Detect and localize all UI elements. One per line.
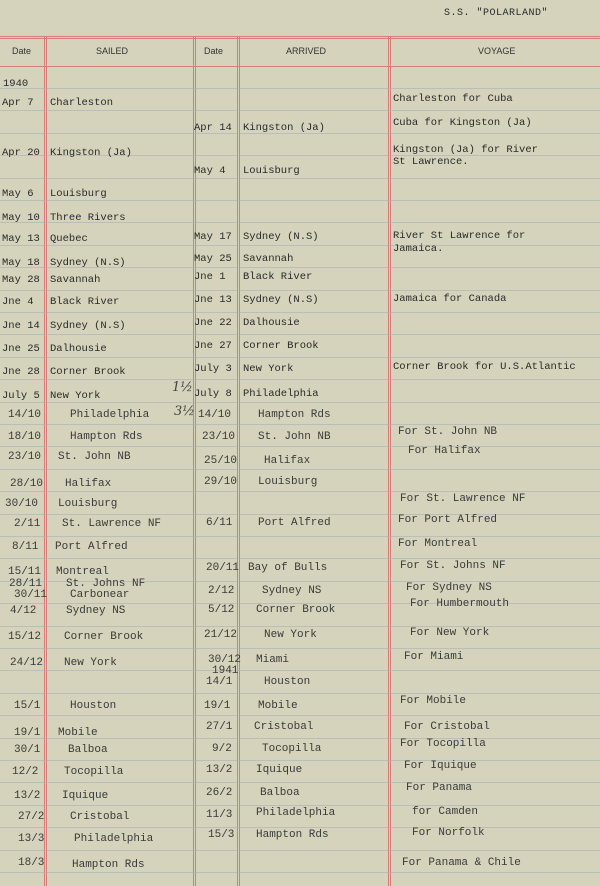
ruled-line [0, 782, 600, 783]
sailed-place: New York [64, 657, 117, 669]
sailed-date: 30/10 [5, 498, 39, 510]
margin-note: 1½ [172, 380, 193, 395]
sailed-place: Black River [50, 296, 120, 308]
voyage-note: For Halifax [408, 445, 481, 457]
sailed-date: Apr 20 [2, 147, 40, 159]
sailed-date: 8/11 [12, 541, 39, 553]
voyage-note: For St. Johns NF [400, 560, 506, 572]
sailed-place: Philadelphia [74, 833, 154, 845]
arrived-place: Louisburg [258, 476, 318, 488]
sailed-date: May 13 [2, 233, 40, 245]
voyage-note: St Lawrence. [393, 156, 469, 168]
arrived-date: Jne 27 [194, 340, 232, 352]
voyage-note: For Montreal [398, 538, 478, 550]
voyage-note: for Camden [412, 806, 479, 818]
column-rule [239, 36, 240, 886]
voyage-note: For New York [410, 627, 490, 639]
header-arrived: ARRIVED [286, 46, 327, 56]
sailed-date: 15/11 [8, 566, 42, 578]
ruled-line [0, 469, 600, 470]
arrived-date: 14/1 [206, 676, 233, 688]
voyage-note: For Humbermouth [410, 598, 510, 610]
sailed-place: Sydney NS [66, 605, 126, 617]
arrived-place: Hampton Rds [256, 829, 329, 841]
header-date-arrived: Date [204, 46, 224, 56]
ruled-line [0, 290, 600, 291]
arrived-place: Sydney (N.S) [243, 231, 319, 243]
ruled-line [0, 626, 600, 627]
arrived-place: Philadelphia [256, 807, 336, 819]
ruled-line [0, 760, 600, 761]
sailed-place: Carbonear [70, 589, 130, 601]
ruled-line [0, 872, 600, 873]
column-rule [390, 36, 391, 886]
sailed-date: May 18 [2, 257, 40, 269]
year-label: 1940 [3, 78, 29, 90]
ruled-line [0, 178, 600, 179]
arrived-place: Sydney NS [262, 585, 322, 597]
sailed-date: Jne 25 [2, 343, 40, 355]
arrived-date: 11/3 [206, 809, 233, 821]
ruled-line [0, 514, 600, 515]
sailed-date: 15/1 [14, 700, 41, 712]
ship-title: S.S. "POLARLAND" [444, 8, 549, 19]
ruled-line [0, 88, 600, 89]
sailed-place: Tocopilla [64, 766, 124, 778]
sailed-place: Sydney (N.S) [50, 320, 126, 332]
arrived-date: 23/10 [202, 431, 236, 443]
sailed-date: Apr 7 [2, 97, 34, 109]
arrived-date: 15/3 [208, 829, 235, 841]
ruled-line [0, 850, 600, 851]
voyage-note: For Norfolk [412, 827, 485, 839]
ruled-line [0, 648, 600, 649]
voyage-note: For Mobile [400, 695, 467, 707]
ruled-line [0, 402, 600, 403]
arrived-place: Halifax [264, 455, 311, 467]
sailed-date: 14/10 [8, 409, 42, 421]
voyage-note: For Miami [404, 651, 464, 663]
column-rule [388, 36, 389, 886]
header-voyage: VOYAGE [478, 46, 516, 56]
ruled-line [0, 715, 600, 716]
sailed-place: St. Johns NF [66, 578, 146, 590]
sailed-place: Savannah [50, 274, 101, 286]
arrived-place: Kingston (Ja) [243, 122, 325, 134]
voyage-note: For Panama & Chile [402, 857, 521, 869]
arrived-date: 9/2 [212, 743, 232, 755]
sailed-date: May 10 [2, 212, 40, 224]
sailed-date: 28/10 [10, 478, 44, 490]
sailed-place: Corner Brook [50, 366, 126, 378]
arrived-date: May 17 [194, 231, 232, 243]
sailed-place: Quebec [50, 233, 88, 245]
arrived-date: 27/1 [206, 721, 233, 733]
voyage-note: For Cristobal [404, 721, 490, 733]
ruled-line [0, 245, 600, 246]
sailed-date: July 5 [2, 390, 40, 402]
header-date-sailed: Date [12, 46, 32, 56]
header-sailed: SAILED [96, 46, 129, 56]
sailed-place: Balboa [68, 744, 108, 756]
voyage-note: For Port Alfred [398, 514, 498, 526]
arrived-place: Cristobal [254, 721, 314, 733]
arrived-date: Apr 14 [194, 122, 232, 134]
ruled-line [0, 312, 600, 313]
arrived-date: 19/1 [204, 700, 231, 712]
sailed-date: 28/11 [9, 578, 43, 590]
sailed-place: Corner Brook [64, 631, 144, 643]
sailed-place: St. John NB [58, 451, 131, 463]
arrived-date: Jne 1 [194, 271, 226, 283]
voyage-note: River St Lawrence for [393, 230, 526, 242]
arrived-date: May 25 [194, 253, 232, 265]
arrived-place: Bay of Bulls [248, 562, 328, 574]
sailed-date: 23/10 [8, 451, 42, 463]
arrived-date: 21/12 [204, 629, 238, 641]
column-rule [46, 36, 47, 886]
year-label-1941: 1941 [212, 665, 239, 677]
column-rule [237, 36, 238, 886]
arrived-date: 25/10 [204, 455, 238, 467]
sailed-date: 4/12 [10, 605, 37, 617]
arrived-date: 13/2 [206, 764, 233, 776]
arrived-place: Houston [264, 676, 311, 688]
arrived-date: 6/11 [206, 517, 233, 529]
ruled-line [0, 693, 600, 694]
sailed-place: Sydney (N.S) [50, 257, 126, 269]
arrived-place: Corner Brook [256, 604, 336, 616]
arrived-place: Iquique [256, 764, 303, 776]
sailed-date: May 28 [2, 274, 40, 286]
sailed-date: 2/11 [14, 518, 41, 530]
sailed-place: Louisburg [50, 188, 107, 200]
arrived-date: 29/10 [204, 476, 238, 488]
arrived-date: July 3 [194, 363, 232, 375]
sailed-date: 27/2 [18, 811, 45, 823]
arrived-place: Louisburg [243, 165, 300, 177]
sailed-date: 19/1 [14, 727, 41, 739]
sailed-place: New York [50, 390, 101, 402]
arrived-place: Port Alfred [258, 517, 331, 529]
arrived-date: 26/2 [206, 787, 233, 799]
sailed-date: 30/1 [14, 744, 41, 756]
arrived-date: Jne 13 [194, 294, 232, 306]
sailed-date: 15/12 [8, 631, 42, 643]
voyage-note: For St. John NB [398, 426, 498, 438]
header-rule [0, 66, 600, 67]
arrived-place: Black River [243, 271, 313, 283]
arrived-date: 30/12 [208, 654, 242, 666]
voyage-note: For St. Lawrence NF [400, 493, 526, 505]
sailed-date: 18/3 [18, 857, 45, 869]
voyage-note: For Panama [406, 782, 473, 794]
sailed-place: Cristobal [70, 811, 130, 823]
ruled-line [0, 670, 600, 671]
arrived-date: 20/11 [206, 562, 240, 574]
sailed-place: Houston [70, 700, 117, 712]
sailed-place: Hampton Rds [72, 859, 145, 871]
sailed-date: 12/2 [12, 766, 39, 778]
sailed-date: 24/12 [10, 657, 44, 669]
ruled-line [0, 200, 600, 201]
arrived-place: Sydney (N.S) [243, 294, 319, 306]
ruled-line [0, 536, 600, 537]
header-rule [0, 38, 600, 39]
arrived-place: Philadelphia [243, 388, 319, 400]
arrived-place: Miami [256, 654, 290, 666]
header-rule [0, 36, 600, 37]
sailed-place: Halifax [65, 478, 112, 490]
voyage-note: Cuba for Kingston (Ja) [393, 117, 532, 129]
sailed-place: Iquique [62, 790, 109, 802]
ruled-line [0, 491, 600, 492]
voyage-note: For Tocopilla [400, 738, 486, 750]
arrived-date: 5/12 [208, 604, 235, 616]
sailed-place: Three Rivers [50, 212, 126, 224]
arrived-date: 2/12 [208, 585, 235, 597]
arrived-place: Tocopilla [262, 743, 322, 755]
column-rule [193, 36, 194, 886]
ruled-line [0, 110, 600, 111]
sailed-date: Jne 4 [2, 296, 34, 308]
sailed-place: Montreal [56, 566, 109, 578]
arrived-place: New York [264, 629, 317, 641]
sailed-date: 18/10 [8, 431, 42, 443]
ruled-line [0, 446, 600, 447]
sailed-date: Jne 14 [2, 320, 40, 332]
column-rule [44, 36, 45, 886]
arrived-date: May 4 [194, 165, 226, 177]
column-rule [195, 36, 196, 886]
ruled-line [0, 558, 600, 559]
arrived-place: St. John NB [258, 431, 331, 443]
sailed-place: Charleston [50, 97, 114, 109]
arrived-place: Mobile [258, 700, 298, 712]
arrived-place: Dalhousie [243, 317, 300, 329]
ruled-line [0, 334, 600, 335]
ruled-line [0, 805, 600, 806]
margin-note: 3½ [174, 404, 195, 419]
sailed-date: Jne 28 [2, 366, 40, 378]
sailed-place: Mobile [58, 727, 98, 739]
arrived-place: New York [243, 363, 294, 375]
arrived-date: Jne 22 [194, 317, 232, 329]
sailed-place: Hampton Rds [70, 431, 143, 443]
sailed-place: Dalhousie [50, 343, 107, 355]
ruled-line [0, 357, 600, 358]
sailed-place: St. Lawrence NF [62, 518, 162, 530]
arrived-place: Savannah [243, 253, 294, 265]
sailed-place: Louisburg [58, 498, 118, 510]
sailed-date: 30/11 [14, 589, 48, 601]
voyage-note: Kingston (Ja) for River [393, 144, 538, 156]
sailed-date: 13/2 [14, 790, 41, 802]
arrived-place: Corner Brook [243, 340, 319, 352]
voyage-note: For Iquique [404, 760, 477, 772]
voyage-note: For Sydney NS [406, 582, 492, 594]
sailed-date: 13/3 [18, 833, 45, 845]
arrived-date: July 8 [194, 388, 232, 400]
arrived-place: Balboa [260, 787, 300, 799]
arrived-date: 14/10 [198, 409, 232, 421]
sailed-place: Port Alfred [55, 541, 128, 553]
voyage-note: Corner Brook for U.S.Atlantic [393, 361, 576, 373]
sailed-place: Kingston (Ja) [50, 147, 132, 159]
ruled-line [0, 379, 600, 380]
sailed-place: Philadelphia [70, 409, 150, 421]
ruled-line [0, 827, 600, 828]
voyage-note: Jamaica for Canada [393, 293, 507, 305]
arrived-place: Hampton Rds [258, 409, 331, 421]
voyage-note: Charleston for Cuba [393, 93, 513, 105]
voyage-note: Jamaica. [393, 243, 444, 255]
ruled-line [0, 424, 600, 425]
sailed-date: May 6 [2, 188, 34, 200]
